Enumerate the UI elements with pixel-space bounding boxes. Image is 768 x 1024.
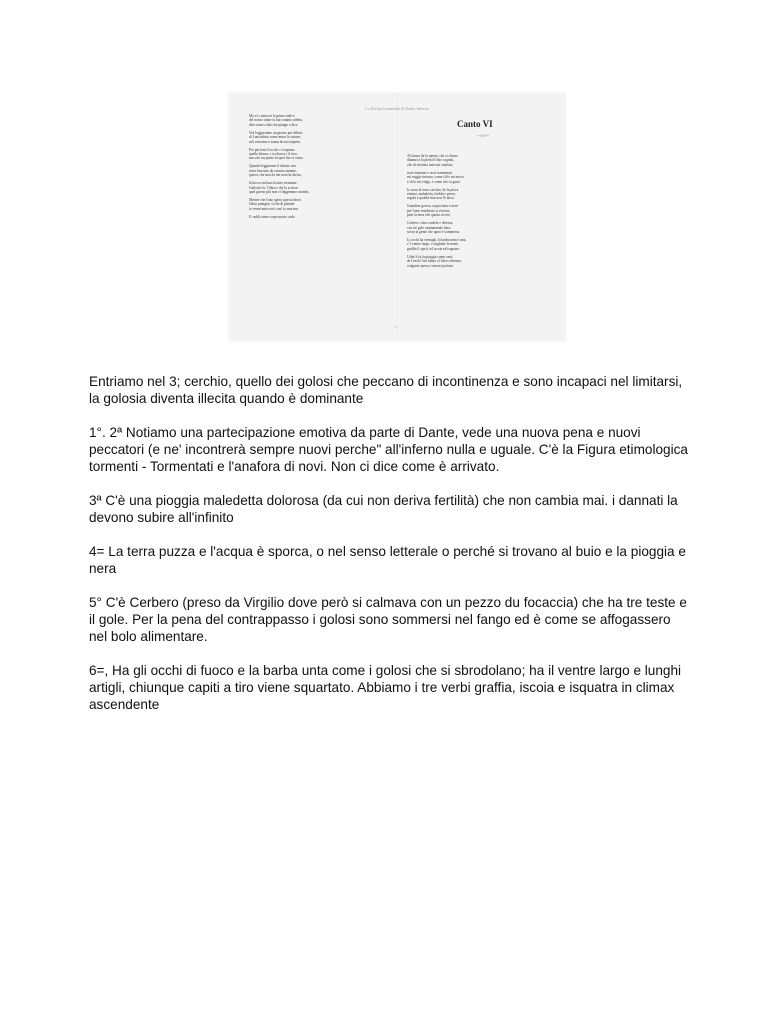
verse-line: Galeotto fu 'l libro e chi lo scrisse: (249, 185, 299, 190)
stanza (249, 215, 389, 219)
verse-line: e ch'io mi volga, e come che io guati. (407, 179, 461, 184)
left-page (249, 114, 389, 223)
book-page-image (229, 93, 565, 341)
verse-line: l'altro piangëa; sì che di pietade (249, 202, 295, 207)
verse-line: Al tornar de la mente, che si chiuse (407, 154, 458, 158)
verse-line: Grandine grossa, acqua tinta e neve (407, 204, 459, 209)
ornament-icon: ~∞∞~ (477, 134, 490, 139)
verse-line: quella lettura, e scolorocci il viso; (249, 152, 298, 157)
verse-line: Urlar li fa la pioggia come cani; (407, 254, 453, 259)
note-paragraph: 5° C'è Cerbero (preso da Virgilio dove però si calmava con un pezzo du focaccia) che ha tre teste e il gole. Per la pena del contrappasso i golosi sono sommersi nel fango ed è come se affogassero nel bolo alimentare. (89, 595, 687, 644)
verse-line: io venni men così com' io morisse. (249, 206, 299, 211)
stanza (249, 114, 389, 127)
verse-line: questi, che mai da me non fia diviso, (249, 173, 302, 178)
stanza (249, 164, 389, 177)
page-number: 17 (394, 325, 398, 329)
verse-line: E caddi come corpo morto cade. (249, 214, 296, 219)
verse-line: Ma s'a conoscer la prima radice (249, 114, 295, 118)
verse-line: Mentre che l'uno spirto questo disse, (249, 198, 302, 203)
stanza (407, 171, 557, 184)
book-gutter (397, 93, 399, 341)
verse-line: soli eravamo e sanza alcun sospetto. (249, 139, 302, 144)
verse-line: del nostro amor tu hai cotanto affetto, (249, 118, 304, 123)
verse-line: e 'l ventre largo, e unghiate le mani; (407, 242, 459, 247)
note-paragraph: 3ª C'è una pioggia maledetta dolorosa (da cui non deriva fertilità) che non cambia mai. i dannati la devono subire all'infinito (89, 493, 678, 525)
verse-line: Noi leggiavamo un giorno per diletto (249, 130, 303, 135)
verse-line: che di trestizia tutto mi confuse, (407, 162, 454, 167)
verse-line: graffia li spirti, ed iscoia ed isquatra. (407, 246, 460, 251)
verse-line: quel giorno più non vi leggemmo avante». (249, 190, 310, 195)
verse-line: novi tormenti e novi tormentati (407, 170, 452, 175)
stanza (407, 204, 557, 217)
verse-line: etterna, maladetta, fredda e greve; (407, 192, 456, 197)
stanza (249, 148, 389, 161)
verse-line: per l'aere tenebroso si riversa; (407, 208, 450, 213)
verse-line: la bocca mi basciò tutto tremante. (249, 181, 298, 186)
note-paragraph: 4= La terra puzza e l'acqua è sporca, o nel senso letterale o perché si trovano al buio e la pioggia e nera (89, 544, 686, 576)
right-page (407, 119, 557, 272)
running-head: La Divina Commedia di Dante: Inferno (365, 106, 429, 111)
stanza (249, 181, 389, 194)
verse-line: Cerbero, fiera crudele e diversa, (407, 221, 454, 226)
verse-line: pute la terra che questo riceve. (407, 213, 451, 218)
stanza (407, 188, 557, 201)
verse-line: ma solo un punto fu quel che ci vinse. (249, 156, 304, 161)
stanza (249, 198, 389, 211)
verse-line: di Lancialotto come amor lo strinse; (249, 135, 301, 140)
verse-line: mi veggio intorno, come ch'io mi mova (407, 175, 464, 180)
note-paragraph: 1°. 2ª Notiamo una partecipazione emotiva da parte di Dante, vede una nuova pena e nuovi peccatori (e ne' incontrerà sempre nuovi perche" all'inferno nulla e uguale. C'è la Figura etimologica tormenti - Tormentati e l'anafora di novi. Non ci dice come è arrivato. (89, 425, 688, 474)
note-paragraph: 6=, Ha gli occhi di fuoco e la barba unta come i golosi che si sbrodolano; ha il ventre largo e lunghi artigli, chiunque capiti a tiro viene squartato. Abbiamo i tre verbi graffia, iscoia e isquatra in climax ascendente (89, 663, 682, 712)
verse-line: Li occhi ha vermigli, la barba unta e atra, (407, 238, 467, 243)
stanza (407, 221, 557, 234)
stanza (249, 131, 389, 144)
verse-line: dinanzi a la pietà d'i due cognati, (407, 158, 455, 163)
stanza (407, 255, 557, 268)
canto-title: Canto VI (457, 119, 493, 129)
note-paragraph: Entriamo nel 3; cerchio, quello dei golosi che peccano di incontinenza e sono incapaci nel limitarsi, la golosia diventa illecita quando è dominante (89, 374, 683, 406)
verse-line: Per più fiate li occhi ci sospinse (249, 147, 295, 152)
verse-line: con tre gole caninamente latra (407, 225, 451, 230)
verse-line: dirò come colui che piange e dice. (249, 122, 299, 127)
verse-line: regola e qualità mai non l'è nova. (407, 196, 455, 201)
stanza (407, 154, 557, 167)
notes-body (89, 373, 689, 730)
verse-line: esser basciato da cotanto amante, (249, 168, 297, 173)
verse-line: de l'un de' lati fanno a l'altro schermo; (407, 259, 462, 264)
right-stanzas (407, 154, 557, 268)
verse-line: volgonsi spesso i miseri profani. (407, 263, 454, 268)
stanza (407, 238, 557, 251)
verse-line: sovra la gente che quivi è sommersa. (407, 230, 460, 235)
verse-line: Io sono al terzo cerchio, de la piova (407, 187, 459, 192)
verse-line: Quando leggemmo il disiato riso (249, 164, 297, 169)
